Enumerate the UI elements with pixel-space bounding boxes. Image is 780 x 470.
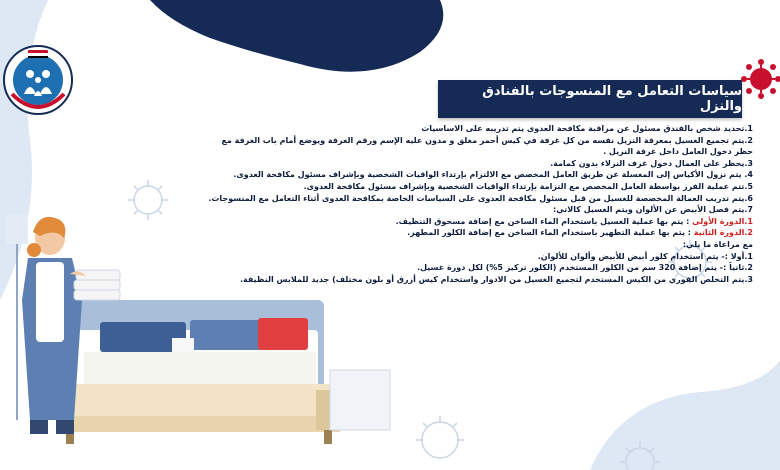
note-item: 1.أولا :- يتم استخدام كلور أبيض للأبيض وألوان للألوان. xyxy=(537,251,753,261)
wash-cycle-text: : يتم بها عملية الغسيل باستخدام الماء الساخن مع إضافة مسحوق التنظيف. xyxy=(395,216,693,226)
policy-item: 4. يتم نزول الأكياس إلى المغسلة عن طريق العامل المخصص مع الالتزام بإرتداء الواقيات الشخصية وبإشراف مسئول مكافحة العدوى. xyxy=(233,170,753,180)
policy-item: 7.يتم فصل الأبيض عن الألوان ويتم الغسيل كالاتي: xyxy=(553,205,753,215)
policy-item: 5.تتم عملية الفرز بواسطة العامل المخصص مع التزامة بإرتداء الواقيات الشخصية وبإشراف مسئول مكافحة العدوى. xyxy=(303,181,753,191)
bottom-right-blob xyxy=(590,360,780,470)
housekeeper-illustration xyxy=(0,200,440,470)
note-item: 3.يتم التخلص الفوري من الكيس المستخدم لتجميع الغسيل من الادوار واستخدام كيس أزرق أو بلون مختلف) جديد للملابس النظيفة. xyxy=(240,274,753,284)
note-item: 2.ثانياً :- يتم إضافة 320 سم من الكلور المستخدم (الكلور تركيز 5%) لكل دورة غسيل. xyxy=(417,263,753,273)
wash-cycle-label: 1.الدورة الأولى xyxy=(692,216,753,226)
side-table xyxy=(330,370,390,430)
policy-item: 2.يتم تجميع الغسيل بمعرفة النزيل نفسه من كل غرفة في كيس أحمر مغلق و مدون عليه الإسم ورقم الغرفة ويوضع أمام باب الغرفة مع حظر دخول العامل داخل غرفة النزيل . xyxy=(221,135,753,157)
top-navy-blob xyxy=(150,0,443,72)
lamp-shade xyxy=(6,214,28,244)
virus-icon xyxy=(738,56,780,102)
page-title: سياسات التعامل مع المنسوجات بالفنادق والنزل xyxy=(438,80,742,118)
policy-item: 3.يحظر على العمال دخول غرف النزلاء بدون كمامة. xyxy=(550,158,753,168)
wash-cycle-label: 2.الدورة الثانية xyxy=(693,228,753,238)
ministry-logo-icon xyxy=(2,44,74,116)
wash-cycle-text: : يتم بها عملية التطهير باستخدام الماء الساخن مع إضافة الكلور المطهر. xyxy=(407,228,694,238)
policy-item: 6.يتم تدريب العمالة المخصصة للغسيل من قبل مسئول مكافحة العدوى على السياسات الخاصة بمكافحة العدوى أثناء التعامل مع المنسوجات. xyxy=(208,193,753,203)
bed xyxy=(60,300,340,444)
policy-item: 1.تحديد شخص بالفندق مسئول عن مراقبة مكافحة العدوى يتم تدريبه على الاساسيات xyxy=(421,124,753,133)
notes-heading: مع مراعاة ما يلي: xyxy=(682,239,753,249)
